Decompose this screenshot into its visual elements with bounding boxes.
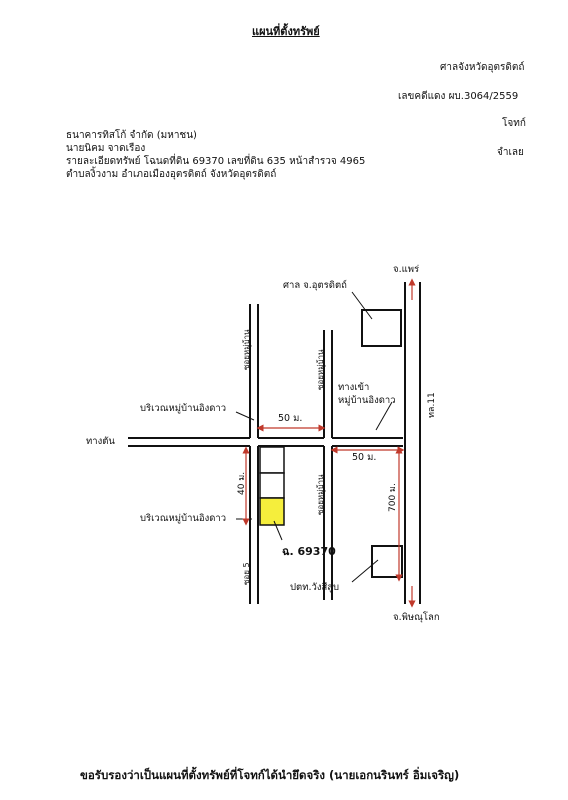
soi-village-label-1: ซอยหมู่บ้าน <box>242 329 251 370</box>
dist-700-label: 700 ม. <box>388 483 398 512</box>
village-area-label-1: บริเวณหมู่บ้านอิงดาว <box>140 403 227 414</box>
to-phitsanulok-label: จ.พิษณุโลก <box>393 612 440 623</box>
dead-end-label: ทางตัน <box>86 436 115 447</box>
plaintiff-name: ธนาคารทิสโก้ จำกัด (มหาชน) <box>66 130 197 141</box>
property-detail: รายละเอียดทรัพย์ โฉนดที่ดิน 69370 เลขที่ดิน 635 หน้าสำรวจ 4965 <box>66 156 366 167</box>
dist-50-b-label: 50 ม. <box>352 452 377 463</box>
ptt-station-label: ปตท.วังสีสูบ <box>290 582 340 593</box>
property-location: ตำบลงิ้วงาม อำเภอเมืองอุตรดิตถ์ จังหวัดอุตรดิตถ์ <box>66 169 277 180</box>
village-entrance-label-2: หมู่บ้านอิงดาว <box>338 395 396 406</box>
soi-5-label: ซอย 5 <box>242 562 251 585</box>
court-name: ศาลจังหวัดอุตรดิตถ์ <box>440 62 525 73</box>
plot-1 <box>260 447 284 473</box>
village-area-1-leader <box>236 412 254 420</box>
defendant-role: จำเลย <box>497 147 524 158</box>
certification-footer: ขอรับรองว่าเป็นแผนที่ตั้งทรัพย์ที่โจทก์ได้นำยึดจริง (นายเอกนรินทร์ อิ่มเจริญ) <box>80 768 460 782</box>
dist-40-label: 40 ม. <box>237 471 247 495</box>
case-number: เลขคดีแดง ผบ.3064/2559 <box>398 91 519 102</box>
entrance-leader <box>376 402 392 430</box>
dist-50-a-label: 50 ม. <box>278 413 303 424</box>
soi-village-label-2: ซอยหมู่บ้าน <box>316 349 325 390</box>
plot-2 <box>260 473 284 498</box>
village-area-label-2: บริเวณหมู่บ้านอิงดาว <box>140 513 227 524</box>
court-building-label: ศาล จ.อุตรดิตถ์ <box>283 280 347 291</box>
defendant-name: นายนิคม จาดเรือง <box>66 143 146 154</box>
soi-village-label-3: ซอยหมู่บ้าน <box>316 474 325 515</box>
village-entrance-label-1: ทางเข้า <box>338 382 370 393</box>
page-title: แผนที่ตั้งทรัพย์ <box>252 25 320 38</box>
highway-label: ทล.11 <box>427 392 437 418</box>
court-building <box>362 310 401 346</box>
deed-number-label: ฉ. 69370 <box>282 545 336 558</box>
to-phrae-label: จ.แพร่ <box>393 264 420 275</box>
plaintiff-role: โจทก์ <box>502 118 526 129</box>
subject-plot <box>260 498 284 525</box>
